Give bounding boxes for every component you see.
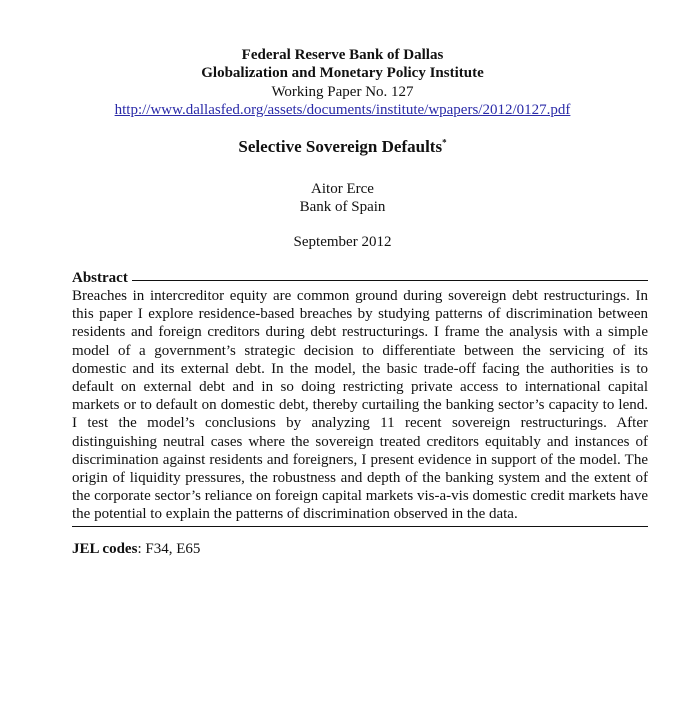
abstract-label: Abstract [72, 270, 128, 286]
abstract-text: Breaches in intercreditor equity are common ground during sovereign debt restructurings. In this paper I explore residence-based breaches by studying patterns of discrimination between residents and foreign creditors during debt restructurings. I frame the analysis with a simple model of a government’s strategic decision to differentiate between the servicing of its domestic and its external debt. In the model, the basic trade-off facing the authorities is to default on external debt and in so doing restricting private access to international capital markets or to default on domestic debt, thereby curtailing the banking sector’s capacity to lend. I test the model’s conclusions by analyzing 11 recent sovereign restructurings. After distinguishing neutral cases where the sovereign treated creditors equitably and instances of discrimination against residents and foreigners, I present evidence in support of the model. The origin of liquidity pressures, the robustness and depth of the banking system and the extent of the corporate sector’s reliance on foreign capital markets vis-a-vis domestic credit markets have the potential to explain the patterns of discrimination observed in the data. [72, 287, 648, 527]
jel-values: : F34, E65 [137, 541, 201, 557]
paper-title [0, 137, 685, 157]
jel-label: JEL codes [72, 541, 138, 557]
author-name: Aitor Erce [311, 181, 374, 197]
paper-url [0, 101, 685, 119]
title-footnote-mark: * [442, 137, 447, 148]
author-affiliation: Bank of Spain [299, 199, 386, 215]
institution-name: Federal Reserve Bank of Dallas [241, 47, 444, 63]
paper-url-link[interactable]: http://www.dallasfed.org/assets/documents/institute/wpapers/2012/0127.pdf [114, 102, 571, 118]
abstract-top-rule [132, 280, 648, 281]
institute-name: Globalization and Monetary Policy Institute [201, 65, 484, 81]
publication-date: September 2012 [293, 234, 392, 250]
working-paper-number: Working Paper No. 127 [271, 84, 414, 100]
jel-codes [72, 540, 200, 558]
abstract-header [72, 269, 648, 287]
paper-title-text: Selective Sovereign Defaults [238, 137, 443, 156]
